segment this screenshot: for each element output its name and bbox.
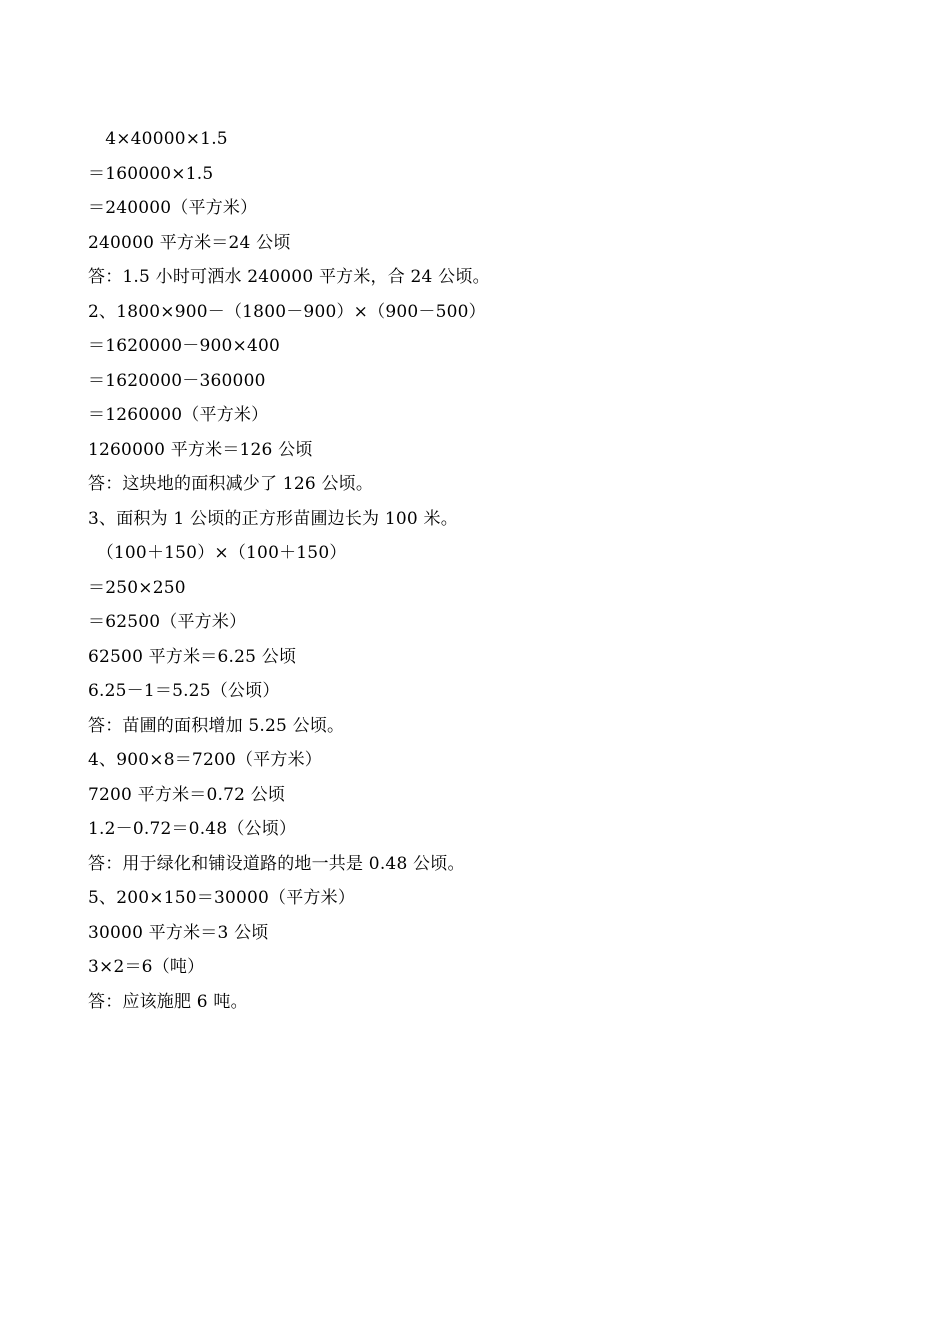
problem-4-line: 4、900×8＝7200（平方米）: [88, 750, 322, 770]
conversion-line-5: 30000 平方米＝3 公顷: [88, 922, 269, 943]
answer-line-3: 答：苗圃的面积增加 5.25 公顷。: [88, 715, 345, 736]
calc-line-3-3: ＝62500（平方米）: [88, 612, 247, 632]
calc-line-1-2: ＝160000×1.5: [88, 163, 214, 184]
answer-line-1: 答：1.5 小时可洒水 240000 平方米，合 24 公顷。: [88, 267, 490, 287]
answer-line-2: 答：这块地的面积减少了 126 公顷。: [88, 474, 374, 494]
conversion-line-3: 62500 平方米＝6.25 公顷: [88, 646, 297, 667]
answer-text-block: [88, 122, 888, 1019]
calc-line-3-4: 6.25－1＝5.25（公顷）: [88, 681, 280, 701]
problem-2-line: 2、1800×900－（1800－900）×（900－500）: [88, 301, 486, 322]
calc-line-1-1: 4×40000×1.5: [88, 129, 228, 149]
conversion-line-4: 7200 平方米＝0.72 公顷: [88, 784, 286, 805]
conversion-line-2: 1260000 平方米＝126 公顷: [88, 439, 313, 460]
answer-line-4: 答：用于绿化和铺设道路的地一共是 0.48 公顷。: [88, 853, 465, 874]
conversion-line-1: 240000 平方米＝24 公顷: [88, 232, 291, 253]
calc-line-2-2: ＝1620000－360000: [88, 370, 266, 391]
problem-5-line: 5、200×150＝30000（平方米）: [88, 888, 356, 908]
calc-line-2-3: ＝1260000（平方米）: [88, 405, 269, 425]
calc-line-3-2: ＝250×250: [88, 577, 186, 598]
problem-3-line: 3、面积为 1 公顷的正方形苗圃边长为 100 米。: [88, 508, 458, 529]
calc-line-4-1: 1.2－0.72＝0.48（公顷）: [88, 819, 297, 839]
answer-line-5: 答：应该施肥 6 吨。: [88, 991, 248, 1012]
calc-line-3-1: （100＋150）×（100＋150）: [88, 543, 347, 563]
calc-line-5-1: 3×2＝6（吨）: [88, 957, 205, 977]
calc-line-1-3: ＝240000（平方米）: [88, 198, 258, 218]
calc-line-2-1: ＝1620000－900×400: [88, 336, 281, 356]
